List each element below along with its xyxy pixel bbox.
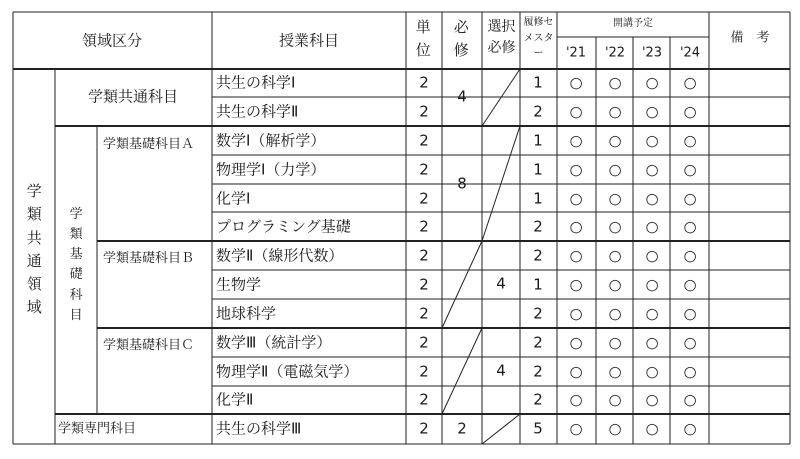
offered-mark: ○ [569,390,583,409]
course-name: 共生の科学Ⅰ [216,73,296,92]
elective-credits-basic-b: 4 [496,274,506,293]
course-credits: 2 [419,304,429,323]
offered-mark: ○ [683,419,697,438]
course-name: 生物学 [216,275,262,294]
offered-mark: ○ [645,362,659,381]
course-semester: 2 [533,217,543,236]
offered-mark: ○ [645,246,659,265]
header-area: 領域区分 [81,31,143,50]
course-name: 数学Ⅲ（統計学） [216,333,332,352]
offered-mark: ○ [645,131,659,150]
offered-mark: ○ [569,131,583,150]
course-credits: 2 [419,102,429,121]
offered-mark: ○ [683,131,697,150]
offered-mark: ○ [569,73,583,92]
course-semester: 5 [533,419,543,438]
offered-mark: ○ [645,217,659,236]
offered-mark: ○ [645,419,659,438]
course-semester: 2 [533,390,543,409]
offered-mark: ○ [608,246,622,265]
group-basic-a: 学類基礎科目Ａ [103,137,195,152]
course-name: 共生の科学Ⅱ [216,102,299,121]
offered-mark: ○ [683,73,697,92]
offered-mark: ○ [608,419,622,438]
header-year-2021: '21 [565,45,587,61]
course-name: 数学Ⅰ（解析学） [216,131,326,150]
course-semester: 1 [533,73,543,92]
group-special: 学類専門科目 [58,421,137,437]
required-credits-special: 2 [457,419,467,438]
header-elective: 選択必修 [487,19,516,56]
course-semester: 1 [533,160,543,179]
header-required: 必修 [453,18,469,60]
group-common: 学類共通科目 [87,87,179,106]
offered-mark: ○ [569,217,583,236]
offered-mark: ○ [683,189,697,208]
offered-mark: ○ [683,390,697,409]
header-year-2023: '23 [641,45,663,61]
offered-mark: ○ [569,304,583,323]
offered-mark: ○ [683,102,697,121]
course-name: 物理学Ⅰ（力学） [216,160,326,179]
offered-mark: ○ [645,189,659,208]
diagonal-slash [442,328,482,414]
course-credits: 2 [419,217,429,236]
offered-mark: ○ [645,73,659,92]
offered-mark: ○ [608,217,622,236]
offered-mark: ○ [645,160,659,179]
course-name: プログラミング基礎 [216,217,351,236]
course-credits: 2 [419,333,429,352]
offered-mark: ○ [569,333,583,352]
required-credits-common: 4 [457,87,467,106]
offered-mark: ○ [608,73,622,92]
course-semester: 2 [533,362,543,381]
offered-mark: ○ [608,333,622,352]
course-semester: 2 [533,246,543,265]
offered-mark: ○ [683,160,697,179]
course-credits: 2 [419,419,429,438]
course-semester: 2 [533,102,543,121]
offered-mark: ○ [645,390,659,409]
header-credits: 単位 [415,18,431,60]
course-credits: 2 [419,131,429,150]
elective-credits-basic-c: 4 [496,361,506,380]
offered-mark: ○ [683,304,697,323]
header-schedule: 開講予定 [613,18,653,29]
offered-mark: ○ [608,275,622,294]
offered-mark: ○ [683,217,697,236]
header-year-2022: '22 [604,45,626,61]
course-credits: 2 [419,246,429,265]
area-basic-label: 学類基礎科目 [69,207,83,323]
header-remarks: 備 考 [730,30,770,46]
header-course: 授業科目 [278,31,340,50]
offered-mark: ○ [683,362,697,381]
offered-mark: ○ [683,246,697,265]
course-credits: 2 [419,362,429,381]
course-semester: 1 [533,131,543,150]
offered-mark: ○ [608,390,622,409]
offered-mark: ○ [569,160,583,179]
offered-mark: ○ [608,160,622,179]
area-main-label: 学類共通領域 [26,182,42,317]
offered-mark: ○ [645,102,659,121]
offered-mark: ○ [683,333,697,352]
offered-mark: ○ [683,275,697,294]
course-semester: 1 [533,189,543,208]
offered-mark: ○ [645,275,659,294]
course-name: 共生の科学Ⅲ [216,419,302,438]
course-credits: 2 [419,160,429,179]
course-credits: 2 [419,189,429,208]
course-semester: 1 [533,275,543,294]
offered-mark: ○ [645,304,659,323]
course-name: 物理学Ⅱ（電磁気学） [216,362,359,381]
offered-mark: ○ [645,333,659,352]
offered-mark: ○ [608,102,622,121]
course-name: 数学Ⅱ（線形代数） [216,246,344,265]
diagonal-slash [442,241,482,328]
course-name: 地球科学 [216,304,277,323]
group-basic-c: 学類基礎科目Ｃ [103,338,195,353]
offered-mark: ○ [569,419,583,438]
offered-mark: ○ [608,189,622,208]
course-semester: 2 [533,304,543,323]
required-credits-basic-a: 8 [457,174,467,193]
header-semester: 履修セメスター [523,17,554,59]
diagonal-slash [482,414,520,444]
offered-mark: ○ [569,246,583,265]
header-year-2024: '24 [679,45,701,61]
course-credits: 2 [419,275,429,294]
course-credits: 2 [419,73,429,92]
offered-mark: ○ [569,189,583,208]
offered-mark: ○ [608,304,622,323]
group-basic-b: 学類基礎科目Ｂ [103,251,195,266]
offered-mark: ○ [569,275,583,294]
offered-mark: ○ [608,131,622,150]
course-credits: 2 [419,390,429,409]
course-name: 化学Ⅰ [216,189,251,208]
course-name: 化学Ⅱ [216,390,254,409]
course-semester: 2 [533,333,543,352]
offered-mark: ○ [569,362,583,381]
offered-mark: ○ [569,102,583,121]
offered-mark: ○ [608,362,622,381]
